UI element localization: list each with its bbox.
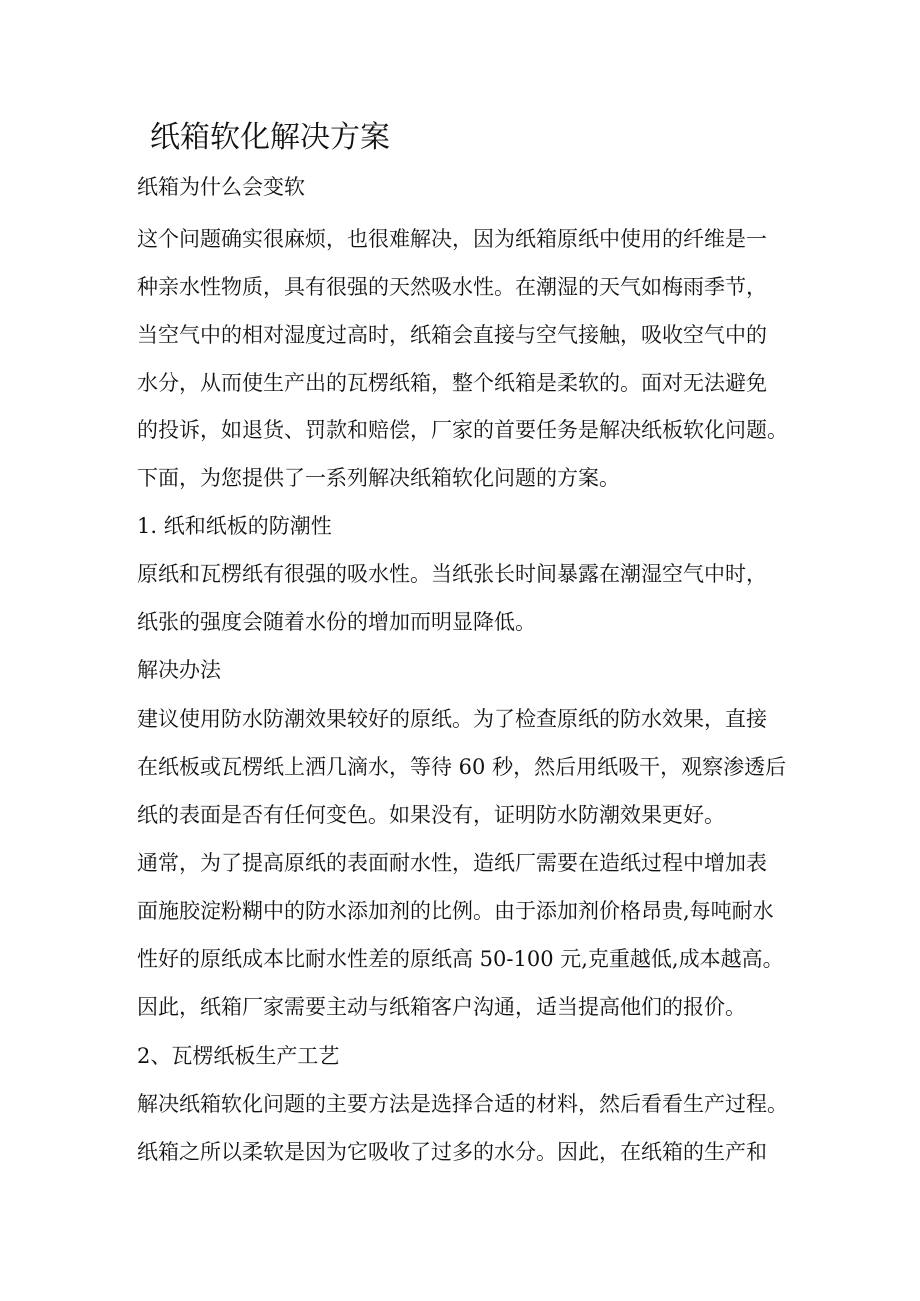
section-heading-why-soft: 纸箱为什么会变软: [137, 175, 305, 199]
paragraph-line: 下面，为您提供了一系列解决纸箱软化问题的方案。: [137, 466, 620, 490]
paragraph-line: 的投诉，如退货、罚款和赔偿，厂家的首要任务是解决纸板软化问题。: [137, 418, 788, 442]
paragraph-line: 解决纸箱软化问题的主要方法是选择合适的材料，然后看看生产过程。: [137, 1092, 788, 1116]
paragraph-line: 通常，为了提高原纸的表面耐水性，造纸厂需要在造纸过程中增加表: [137, 851, 767, 875]
section-heading-solution: 解决办法: [137, 658, 221, 682]
paragraph-line: 纸箱之所以柔软是因为它吸收了过多的水分。因此，在纸箱的生产和: [137, 1140, 767, 1164]
paragraph-line: 因此，纸箱厂家需要主动与纸箱客户沟通，适当提高他们的报价。: [137, 995, 746, 1019]
paragraph-line: 当空气中的相对湿度过高时，纸箱会直接与空气接触，吸收空气中的: [137, 323, 767, 347]
paragraph-line: 种亲水性物质，具有很强的天然吸水性。在潮湿的天气如梅雨季节，: [137, 275, 767, 299]
paragraph-line: 性好的原纸成本比耐水性差的原纸高 50-100 元,克重越低,成本越高。: [137, 947, 784, 971]
paragraph-line: 这个问题确实很麻烦，也很难解决，因为纸箱原纸中使用的纤维是一: [137, 227, 767, 251]
document-title: 纸箱软化解决方案: [150, 120, 390, 155]
paragraph-line: 建议使用防水防潮效果较好的原纸。为了检查原纸的防水效果，直接: [137, 707, 767, 731]
paragraph-line: 纸的表面是否有任何变色。如果没有，证明防水防潮效果更好。: [137, 803, 725, 827]
section-heading-moisture: 1. 纸和纸板的防潮性: [137, 514, 332, 538]
paragraph-line: 水分，从而使生产出的瓦楞纸箱，整个纸箱是柔软的。面对无法避免: [137, 371, 767, 395]
paragraph-line: 纸张的强度会随着水份的增加而明显降低。: [137, 610, 536, 634]
paragraph-line: 面施胶淀粉糊中的防水添加剂的比例。由于添加剂价格昂贵,每吨耐水: [137, 899, 774, 923]
section-heading-process: 2、瓦楞纸板生产工艺: [137, 1044, 340, 1068]
paragraph-line: 在纸板或瓦楞纸上洒几滴水，等待 60 秒，然后用纸吸干，观察渗透后: [137, 755, 787, 779]
paragraph-line: 原纸和瓦楞纸有很强的吸水性。当纸张长时间暴露在潮湿空气中时，: [137, 562, 767, 586]
